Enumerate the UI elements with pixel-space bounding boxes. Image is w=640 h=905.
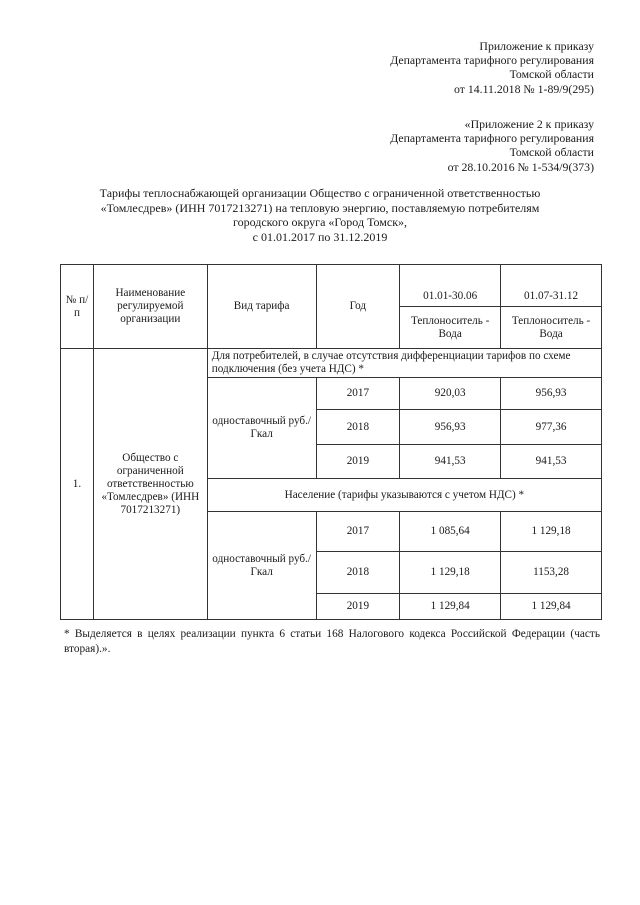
value-cell: 1 129,18 — [400, 552, 501, 594]
value-cell: 1153,28 — [501, 552, 602, 594]
title-line: городского округа «Город Томск», — [232, 215, 408, 229]
header-num: № п/п — [61, 265, 94, 349]
appendix-line: Томской области — [509, 67, 594, 82]
appendix-line: Томской области — [509, 145, 594, 160]
table-header-row — [61, 265, 602, 307]
section-label-population: Население (тарифы указываются с учетом НДС) * — [207, 479, 601, 512]
appendix-block-previous — [390, 117, 594, 174]
year-cell: 2019 — [316, 594, 400, 620]
appendix-line: «Приложение 2 к приказу — [464, 117, 594, 131]
value-cell: 1 129,18 — [501, 512, 602, 552]
value-cell: 956,93 — [501, 378, 602, 410]
value-cell: 1 129,84 — [400, 594, 501, 620]
value-cell: 941,53 — [400, 445, 501, 479]
header-period-1: 01.01-30.06 — [400, 265, 501, 307]
value-cell: 941,53 — [501, 445, 602, 479]
title-line: «Томлесдрев» (ИНН 7017213271) на тепловую энергию, поставляемую потребителям — [100, 200, 540, 215]
row-number: 1. — [61, 349, 94, 620]
appendix-date-line: от 28.10.2016 № 1-534/9(373) — [447, 159, 594, 174]
appendix-line: Департамента тарифного регулирования — [390, 131, 594, 146]
year-cell: 2017 — [316, 378, 400, 410]
value-cell: 1 085,64 — [400, 512, 501, 552]
value-cell: 977,36 — [501, 410, 602, 445]
appendix-block-current — [390, 39, 594, 96]
tariff-table — [60, 264, 602, 620]
document-title — [70, 186, 570, 244]
year-cell: 2018 — [316, 552, 400, 594]
value-cell: 1 129,84 — [501, 594, 602, 620]
title-period: с 01.01.2017 по 31.12.2019 — [252, 229, 388, 244]
tariff-type-cell: одноставочный руб./Гкал — [207, 378, 316, 479]
organization-name: Общество с ограниченной ответственностью «Томлесдрев» (ИНН 7017213271) — [93, 349, 207, 620]
header-tariff-type: Вид тарифа — [207, 265, 316, 349]
header-org: Наименование регулируемой организации — [93, 265, 207, 349]
table-row — [61, 349, 602, 378]
appendix-line: Приложение к приказу — [479, 39, 594, 53]
tariff-type-cell: одноставочный руб./Гкал — [207, 512, 316, 620]
appendix-line: Департамента тарифного регулирования — [390, 53, 594, 68]
header-period-2: 01.07-31.12 — [501, 265, 602, 307]
header-carrier-1: Теплоноситель - Вода — [400, 307, 501, 349]
title-line: Тарифы теплоснабжающей организации Общество с ограниченной ответственностью — [99, 186, 541, 200]
header-carrier-2: Теплоноситель - Вода — [501, 307, 602, 349]
header-year: Год — [316, 265, 400, 349]
year-cell: 2018 — [316, 410, 400, 445]
value-cell: 956,93 — [400, 410, 501, 445]
appendix-date-line: от 14.11.2018 № 1-89/9(295) — [453, 81, 594, 96]
value-cell: 920,03 — [400, 378, 501, 410]
footnote: * Выделяется в целях реализации пункта 6 статьи 168 Налогового кодекса Российской Федерации (часть вторая).». — [64, 628, 600, 655]
section-label-consumers: Для потребителей, в случае отсутствия дифференциации тарифов по схеме подключения (без учета НДС) * — [207, 349, 601, 378]
year-cell: 2017 — [316, 512, 400, 552]
year-cell: 2019 — [316, 445, 400, 479]
